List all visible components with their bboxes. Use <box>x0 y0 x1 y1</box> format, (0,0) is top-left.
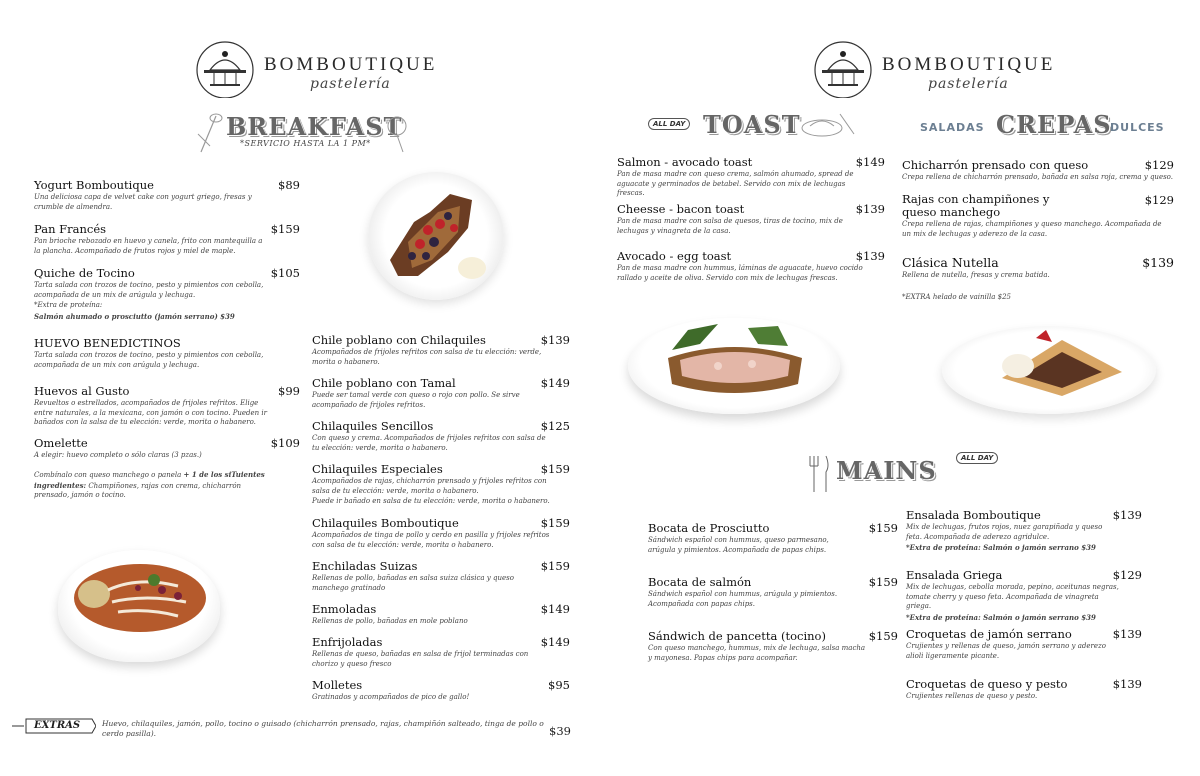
crepas-extra-note: *EXTRA helado de vainilla $25 <box>902 293 1011 301</box>
item-desc: Rellenas de queso, bañadas en salsa de frijol terminadas con chorizo y queso fresco <box>312 650 529 668</box>
menu-item <box>34 436 300 461</box>
chilaquiles-illustration <box>58 550 220 662</box>
crepe-illustration <box>942 326 1156 414</box>
menu-item <box>312 333 570 367</box>
item-desc: Sándwich español con hummus, arúgula y pimientos. Acompañada con papas chips. <box>648 590 838 608</box>
item-desc: Pan de masa madre con salsa de quesos, tiras de tocino, mix de lechugas y vinagreta de la casa. <box>617 217 843 235</box>
item-price: $129 <box>1144 158 1174 172</box>
menu-item <box>906 627 1142 661</box>
extras-text: Huevo, chilaquiles, jamón, pollo, tocino o guisado (chicharrón prensado, rajas, champiñón salteado, tinga de pollo o cerdo pasilla). <box>102 719 544 738</box>
item-price: $149 <box>540 602 570 616</box>
item-price: $95 <box>548 678 570 692</box>
item-desc: Acompañados de rajas, chicharrón prensado y frijoles refritos con salsa de tu elección: verde, morita o habanero. <box>312 477 547 495</box>
menu-item <box>312 678 570 703</box>
item-desc: Con queso y crema. Acompañados de frijoles refritos con salsa de tu elección: verde, morita o habanero. <box>312 434 546 452</box>
menu-item <box>648 521 898 555</box>
item-price: $109 <box>270 436 300 450</box>
crepas-title: CREPAS <box>996 110 1112 139</box>
menu-item <box>312 419 570 453</box>
item-name: Croquetas de jamón serrano <box>906 627 1072 641</box>
menu-item <box>902 158 1174 183</box>
crepas-dulces-label: DULCES <box>1110 121 1165 134</box>
toast-plate-icon <box>800 110 856 140</box>
brand-name: BOMBOUTIQUE <box>882 54 1056 75</box>
item-name: Avocado - egg toast <box>617 249 732 263</box>
item-price: $125 <box>540 419 570 433</box>
menu-item <box>34 178 300 212</box>
item-name: Ensalada Griega <box>906 568 1003 582</box>
omelette-note-text: Combínalo con queso manchego o panela <box>34 471 182 479</box>
item-name: Chilaquiles Bomboutique <box>312 516 459 530</box>
item-price: $139 <box>1112 508 1142 522</box>
menu-item <box>617 155 885 199</box>
item-name: HUEVO BENEDICTINOS <box>34 336 181 350</box>
extras-label: EXTRAS <box>34 720 81 731</box>
item-name: Chile poblano con Tamal <box>312 376 456 390</box>
extras-badge <box>12 718 96 734</box>
menu-item <box>312 635 570 669</box>
item-name: Rajas con champiñones y queso manchego <box>902 192 1050 219</box>
item-desc: Crepa rellena de rajas, champiñones y queso manchego. Acompañada de un mix de lechugas y aderezo de la casa. <box>902 220 1162 238</box>
item-name: Enfrijoladas <box>312 635 383 649</box>
item-price: $139 <box>1142 255 1174 270</box>
item-desc: Mix de lechugas, cebolla morada, pepino, aceitunas negras, tomate cherry y queso feta. Acompañada de vinagreta griega. <box>906 583 1119 610</box>
item-desc: Tarta salada con trozos de tocino, pesto y pimientos con cebolla, acompañada de un mix de arúgula y lechuga. <box>34 281 264 299</box>
brand-name: BOMBOUTIQUE <box>264 54 438 75</box>
item-desc: Una deliciosa capa de velvet cake con yogurt griego, fresas y crumble de almendra. <box>34 193 252 211</box>
breakfast-title: BREAKFAST <box>226 112 403 141</box>
french-toast-photo <box>368 172 504 300</box>
mains-all-day-pill: ALL DAY <box>956 452 998 464</box>
item-price: $159 <box>540 559 570 573</box>
menu-item <box>648 575 898 609</box>
bakery-tools-icon <box>196 112 226 154</box>
item-desc: Rellenas de pollo, bañadas en mole poblano <box>312 617 468 625</box>
item-extra: *Extra de proteína: Salmón o jamón serrano $39 <box>906 543 1096 552</box>
item-price: $159 <box>868 575 898 589</box>
toast-all-day-pill: ALL DAY <box>648 118 690 130</box>
toast-title: TOAST <box>703 110 801 139</box>
item-name: Chicharrón prensado con queso <box>902 158 1089 172</box>
chilaquiles-photo <box>58 550 220 662</box>
item-price: $149 <box>540 635 570 649</box>
item-desc: A elegir: huevo completo o sólo claras (3 pzas.) <box>34 451 202 459</box>
item-name: Huevos al Gusto <box>34 384 130 398</box>
omelette-note <box>34 470 270 501</box>
item-price: $159 <box>540 462 570 476</box>
menu-item <box>34 384 300 428</box>
item-name: Chilaquiles Sencillos <box>312 419 434 433</box>
item-name: Pan Francés <box>34 222 107 236</box>
item-desc: Acompañados de tinga de pollo y cerdo en pasilla y frijoles refritos con salsa de tu elección: verde, morita o habanero. <box>312 531 550 549</box>
item-name: Chile poblano con Chilaquiles <box>312 333 486 347</box>
item-price: $159 <box>868 521 898 535</box>
item-price: $139 <box>855 249 885 263</box>
menu-item <box>902 193 1174 239</box>
menu-item <box>312 516 570 550</box>
item-desc: Crujientes y rellenas de queso, jamón serrano y aderezo alioli ligeramente picante. <box>906 642 1106 660</box>
item-desc: Con queso manchego, hummus, mix de lechuga, salsa macha y mayonesa. Papas chips para acompañar. <box>648 644 866 662</box>
crepe-photo <box>942 326 1156 414</box>
crepas-saladas-label: SALADAS <box>920 121 985 134</box>
item-desc: Pan brioche rebozado en huevo y canela, frito con mantequilla a la plancha. Acompañado de frutos rojos y miel de maple. <box>34 237 263 255</box>
mains-title: MAINS <box>836 456 937 485</box>
item-name: Enmoladas <box>312 602 377 616</box>
menu-item <box>312 376 570 410</box>
item-name: Bocata de salmón <box>648 575 752 589</box>
item-name: Molletes <box>312 678 363 692</box>
item-desc: Rellena de nutella, fresas y crema batida. <box>902 271 1050 279</box>
item-desc: Pan de masa madre con queso crema, salmón ahumado, spread de aguacate y germinados de betabel. Servido con mix de lechugas frescas. <box>617 170 854 197</box>
toast-photo <box>628 318 840 414</box>
item-price: $89 <box>278 178 300 192</box>
item-price: $159 <box>270 222 300 236</box>
breakfast-subtitle: *SERVICIO HASTA LA 1 PM* <box>240 139 371 148</box>
item-price: $159 <box>868 629 898 643</box>
logo-right <box>810 40 1056 102</box>
item-extra: *Extra de proteína: Salmón o jamón serrano $39 <box>906 612 1096 622</box>
item-desc: Sándwich español con hummus, queso parmesano, arúgula y pimientos. Acompañada de papas chips. <box>648 536 829 554</box>
item-name: Croquetas de queso y pesto <box>906 677 1068 691</box>
menu-item <box>312 559 570 593</box>
item-price: $105 <box>270 266 300 280</box>
item-name: Chilaquiles Especiales <box>312 462 443 476</box>
item-name: Clásica Nutella <box>902 255 999 270</box>
omelette-note-bold: + 1 de los siTuientes ingredientes: <box>34 470 265 490</box>
brand-script: pastelería <box>928 76 1009 92</box>
item-price: $139 <box>855 202 885 216</box>
item-desc: Revueltos o estrellados, acompañados de frijoles refritos. Elige entre naturales, a la mexicana, con jamón o con tocino. Pueden ir bañados con la salsa de tu elección: verde, morita o habanero. <box>34 399 267 426</box>
item-extra: Puede ir bañado en salsa de tu elección: verde, morita o habanero. <box>312 497 550 505</box>
extras-price: $39 <box>549 724 571 738</box>
item-price: $139 <box>540 333 570 347</box>
item-desc: Crepa rellena de chicharrón prensado, bañada en salsa roja, crema y queso. <box>902 173 1173 181</box>
menu-item <box>312 462 570 507</box>
item-price: $149 <box>540 376 570 390</box>
item-price: $139 <box>1112 627 1142 641</box>
menu-item <box>34 222 300 256</box>
cake-stand-icon <box>192 40 258 98</box>
item-price: $129 <box>1112 568 1142 582</box>
item-desc: Crujientes rellenas de queso y pesto. <box>906 692 1038 700</box>
item-desc: Acompañados de frijoles refritos con salsa de tu elección: verde, morita o habanero. <box>312 348 542 366</box>
item-name: Sándwich de pancetta (tocino) <box>648 629 826 643</box>
brand-script: pastelería <box>310 76 391 92</box>
toast-illustration <box>628 318 840 414</box>
menu-item <box>34 266 300 321</box>
item-name: Yogurt Bomboutique <box>34 178 154 192</box>
menu-item <box>617 202 885 236</box>
item-name: Bocata de Prosciutto <box>648 521 770 535</box>
item-name: Ensalada Bomboutique <box>906 508 1041 522</box>
menu-item <box>648 629 898 663</box>
item-extra: *Extra de proteína: <box>34 301 103 309</box>
logo-left <box>192 40 438 102</box>
item-name: Cheesse - bacon toast <box>617 202 745 216</box>
item-desc: Rellenas de pollo, bañadas en salsa suiza clásica y queso manchego gratinado <box>312 574 514 592</box>
whisk-icon <box>383 112 411 154</box>
item-desc: Puede ser tamal verde con queso o rojo con pollo. Se sirve acompañado de frijoles refritos. <box>312 391 520 409</box>
item-desc: Mix de lechugas, frutos rojos, nuez garapiñada y queso feta. Acompañada de aderezo agridulce. <box>906 523 1103 541</box>
item-name: Omelette <box>34 436 88 450</box>
item-name: Quiche de Tocino <box>34 266 135 280</box>
menu-item <box>902 255 1174 281</box>
omelette-note-ingredients: Champiñones, rajas con crema, chicharrón prensado, jamón o tocino. <box>34 481 242 499</box>
menu-item <box>312 602 570 627</box>
item-desc: Tarta salada con trozos de tocino, pesto y pimientos con cebolla, acompañada de un mix con arúgula y lechuga. <box>34 351 264 369</box>
menu-item <box>617 249 885 283</box>
menu-item <box>906 508 1142 553</box>
item-price: $149 <box>855 155 885 169</box>
cake-stand-icon <box>810 40 876 98</box>
item-name: Enchiladas Suizas <box>312 559 418 573</box>
item-price: $129 <box>1144 193 1174 207</box>
item-price: $159 <box>540 516 570 530</box>
item-extra-bold: Salmón ahumado o prosciutto (jamón serrano) $39 <box>34 311 235 321</box>
menu-item <box>34 336 300 370</box>
item-price: $99 <box>278 384 300 398</box>
item-price: $139 <box>1112 677 1142 691</box>
item-desc: Pan de masa madre con hummus, láminas de aguacate, huevo cocido rallado y aceite de oliva. Servido con mix de lechugas frescas. <box>617 264 863 282</box>
menu-item <box>906 568 1142 622</box>
menu-item <box>906 677 1142 702</box>
cutlery-icon <box>808 454 832 494</box>
item-name: Salmon - avocado toast <box>617 155 753 169</box>
item-desc: Gratinados y acompañados de pico de gallo! <box>312 693 470 701</box>
french-toast-illustration <box>368 172 504 300</box>
